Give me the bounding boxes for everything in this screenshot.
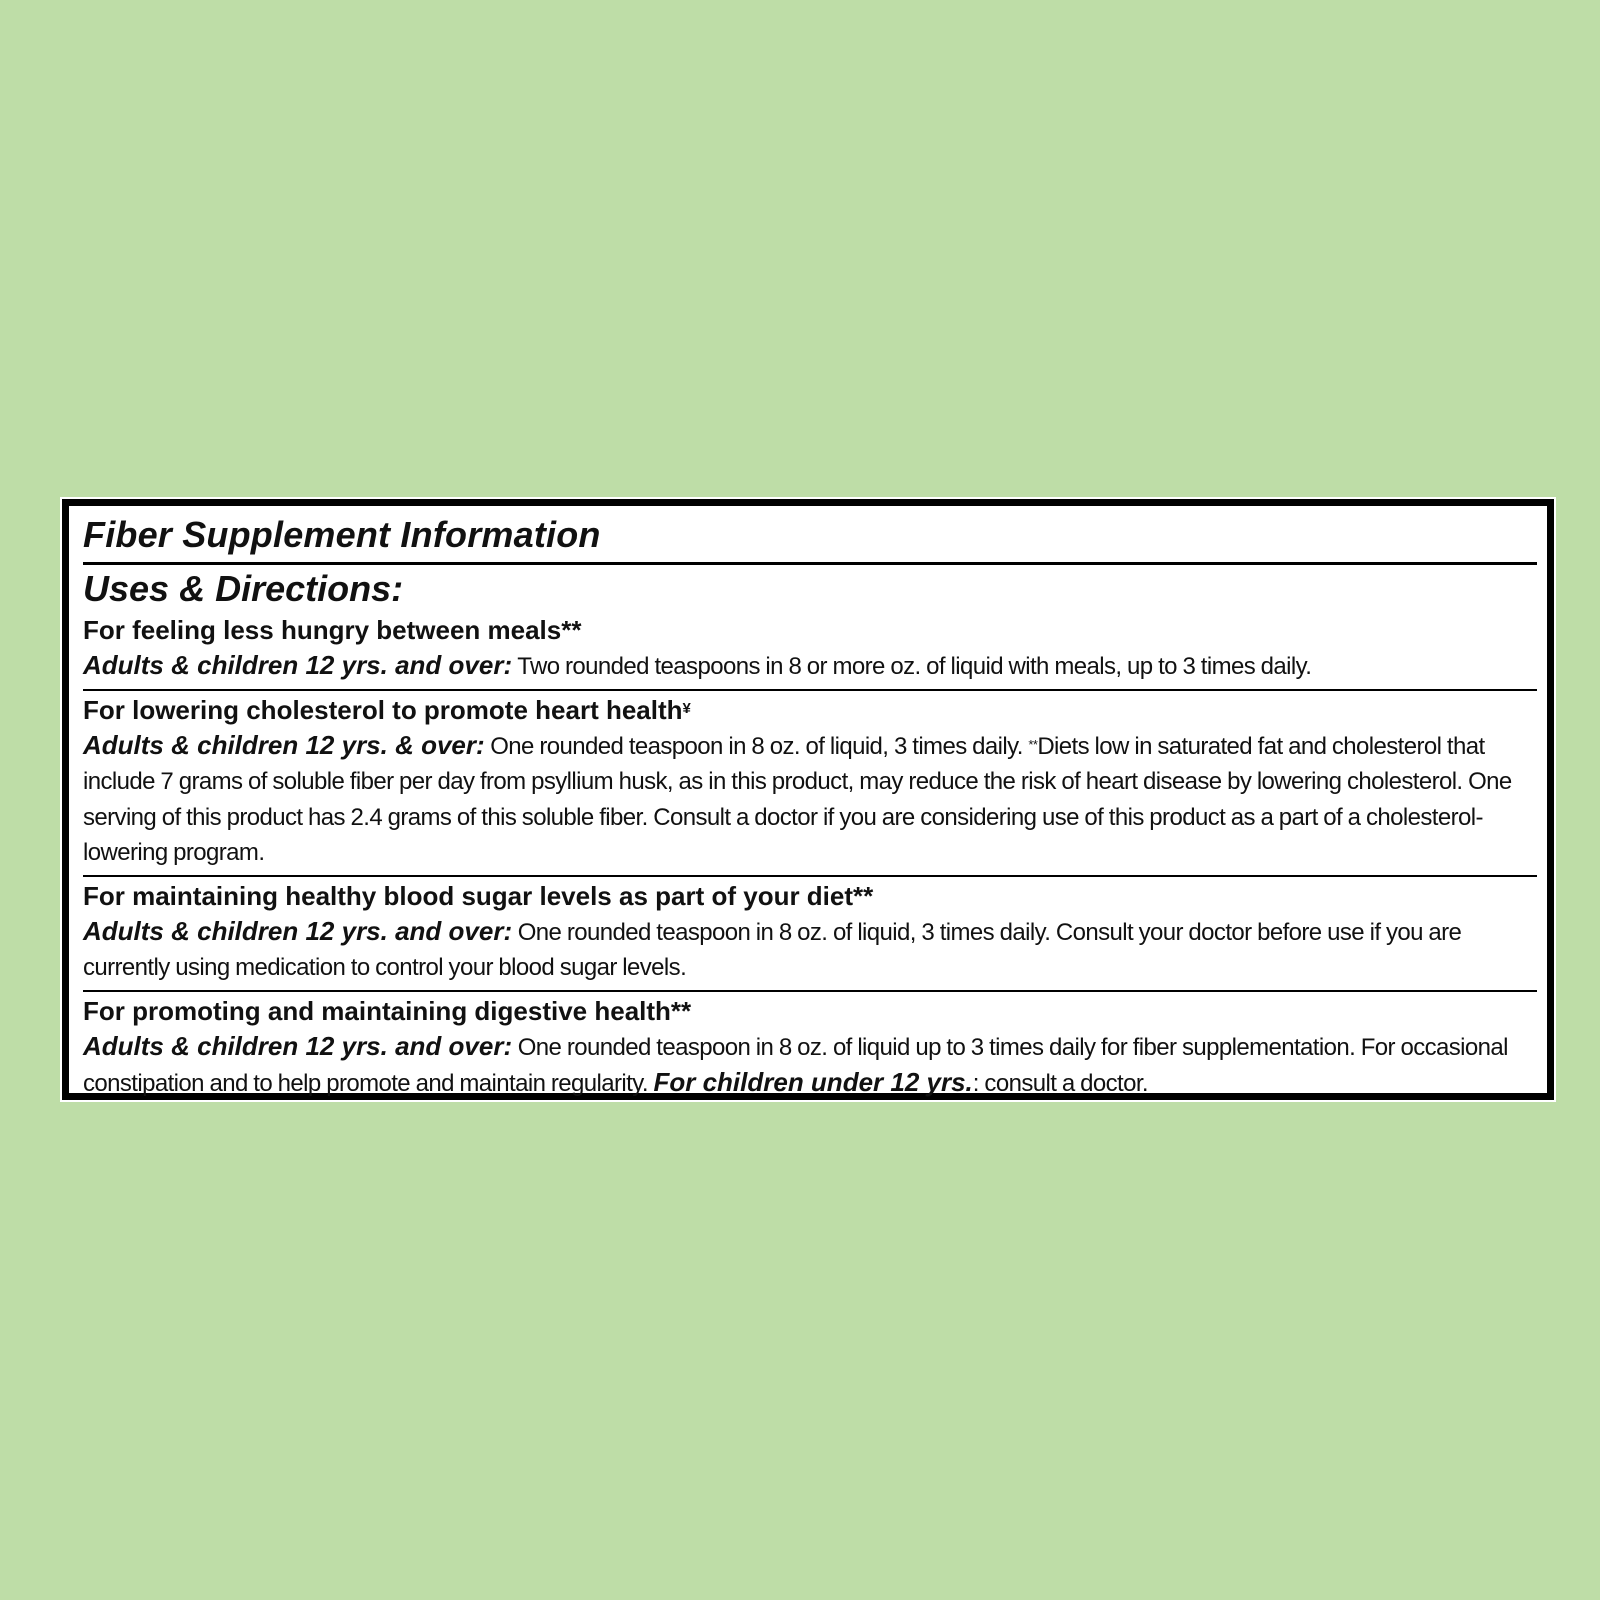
section-cholesterol [83, 693, 1537, 871]
section-less-hungry [83, 613, 1537, 685]
section-directions [83, 1029, 1537, 1102]
section-blood-sugar [83, 879, 1537, 986]
section-divider [83, 990, 1537, 992]
note-mark: ** [1028, 736, 1038, 752]
uses-directions-heading: Uses & Directions: [83, 568, 404, 609]
directions-text: One rounded teaspoon in 8 oz. of liquid, 3 times daily. Consult your doctor before use if you are currently using medication to control your blood sugar levels. [83, 918, 1462, 981]
section-heading: For feeling less hungry between meals** [83, 615, 582, 645]
section-divider [83, 689, 1537, 691]
children-note: For children under 12 yrs. [653, 1067, 973, 1097]
section-directions [83, 914, 1537, 986]
fiber-supplement-info-label [62, 499, 1554, 1100]
age-lead: Adults & children 12 yrs. and over: [83, 1030, 513, 1061]
directions-text: One rounded teaspoon in 8 oz. of liquid up to 3 times daily for fiber supplementation. For occasional constipation and to help promote and maintain regularity. [83, 1033, 1508, 1097]
section-digestive-health [83, 994, 1537, 1102]
footnote-mark: ¥ [682, 699, 691, 717]
section-divider [83, 875, 1537, 877]
children-note-text: : consult a doctor. [972, 1070, 1148, 1097]
section-heading: For maintaining healthy blood sugar levels as part of your diet** [83, 880, 874, 911]
age-lead: Adults & children 12 yrs. and over: [83, 915, 513, 946]
label-title: Fiber Supplement Information [83, 514, 601, 555]
heading-text: For lowering cholesterol to promote heart health [83, 694, 683, 725]
directions-text: Two rounded teaspoons in 8 or more oz. of liquid with meals, up to 3 times daily. [512, 653, 1312, 680]
age-lead: Adults & children 12 yrs. and over: [83, 650, 513, 680]
section-heading: For promoting and maintaining digestive health** [83, 995, 692, 1026]
section-heading [83, 693, 1537, 728]
health-claim-text: Diets low in saturated fat and cholesterol that include 7 grams of soluble fiber per day from psyllium husk, as in this product, may reduce the risk of heart disease by lowering cholesterol. One serving of this product has 2.4 grams of this soluble fiber. Consult a doctor if you are considering use of this product as a part of a cholesterol-lowering program. [83, 732, 1512, 866]
age-lead: Adults & children 12 yrs. & over: [83, 729, 485, 760]
directions-text: One rounded teaspoon in 8 oz. of liquid, 3 times daily. [484, 732, 1029, 760]
section-directions [83, 728, 1537, 871]
section-directions [83, 648, 1537, 685]
